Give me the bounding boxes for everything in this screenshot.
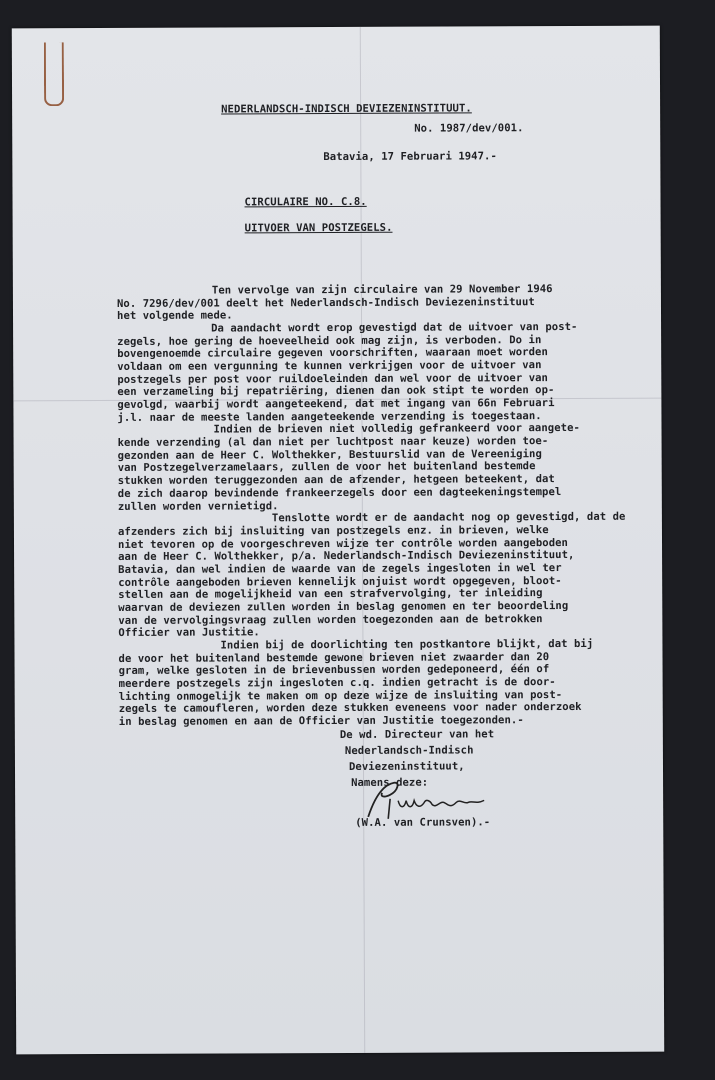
body-line: Officier van Justitie. xyxy=(118,626,260,640)
body-line: Indien bij de doorlichting ten postkantore blijkt, dat bij xyxy=(220,637,594,652)
body-line: zegels te camoufleren, worden deze stukken eveneens voor nader onderzoek xyxy=(118,701,582,716)
body-line: gevolgd, waarbij wordt aangeteekend, dat met ingang van 66n Februari xyxy=(117,397,555,412)
body-line: de voor het buitenland bestemde gewone brieven niet zwaarder dan 20 xyxy=(118,650,550,665)
closing-line-3: Deviezeninstituut, xyxy=(348,760,465,773)
closing-line-1: De wd. Directeur van het xyxy=(339,728,495,741)
body-line: het volgende mede. xyxy=(116,309,233,323)
body-line: Da aandacht wordt erop gevestigd dat de uitvoer van post- xyxy=(211,320,578,335)
body-line: lichting onmogelijk te maken om op deze wijze de insluiting van post- xyxy=(118,688,563,703)
body-line: van Postzegelverzamelaars, zullen de voor het buitenland bestemde xyxy=(117,460,536,475)
body-line: aan de Heer C. Wolthekker, p/a. Nederlandsch-Indisch Deviezeninstituut, xyxy=(118,549,575,564)
body-line: Indien de brieven niet volledig gefrankeerd voor aangete- xyxy=(213,422,580,436)
body-line: een verzameling bij repatriëring, dienen dan ook stipt te worden op- xyxy=(117,384,555,399)
body-line: Ten vervolge van zijn circulaire van 29 November 1946 xyxy=(211,283,553,297)
body-line: in beslag genomen en aan de Officier van Justitie toegezonden.- xyxy=(118,714,524,728)
body-line: gezonden aan de Heer C. Wolthekker, Bestuurslid van de Vereeniging xyxy=(117,447,542,462)
body-line: kende verzending (al dan niet per luchtpost naar keuze) worden toe- xyxy=(117,435,549,450)
circular-subject: UITVOER VAN POSTZEGELS. xyxy=(244,221,393,235)
body-line: stukken worden teruggezonden aan de afzender, hetgeen beteekent, dat xyxy=(117,473,555,488)
body-line: afzenders zich bij insluiting van postzegels enz. in brieven, welke xyxy=(117,523,549,538)
body-line: gram, welke gesloten in de brievenbussen worden gedeponeerd, één of xyxy=(118,663,550,678)
closing-line-2: Nederlandsch-Indisch xyxy=(344,744,474,757)
body-line: Batavia, dan wel indien de waarde van de zegels ingesloten in wel ter xyxy=(118,561,562,576)
circular-number: CIRCULAIRE NO. C.8. xyxy=(244,195,367,209)
body-line: j.l. naar de meeste landen aangeteekende verzending is toegestaan. xyxy=(117,409,542,424)
body-line: voldaan om een vergunning te kunnen verkrijgen voor de uitvoer van xyxy=(117,359,542,374)
body-line: Tenslotte wordt er de aandacht nog op gevestigd, dat de xyxy=(271,510,626,525)
institute-heading: NEDERLANDSCH-INDISCH DEVIEZENINSTITUUT. xyxy=(221,102,472,116)
body-line: zegels, hoe gering de hoeveelheid ook mag zijn, is verboden. Do in xyxy=(117,333,542,348)
body-line: No. 7296/dev/001 deelt het Nederlandsch-Indisch Deviezeninstituut xyxy=(116,295,535,310)
document-page xyxy=(12,26,664,1055)
body-line: niet tevoren op de voorgeschreven wijze ter contrôle worden aangeboden xyxy=(117,536,569,551)
body-line: waarvan de deviezen zullen worden in beslag genomen en ter beoordeling xyxy=(118,599,569,614)
body-line: de zich daarop bevindende frankeerzegels door een dagteekeningstempel xyxy=(117,485,562,500)
body-line: bovengenoemde circulaire gegeven voorschriften, waaraan moet worden xyxy=(117,346,548,361)
body-line: stellen aan de mogelijkheid van een strafvervolging, ter inleiding xyxy=(118,587,543,602)
body-line: zullen worden vernietigd. xyxy=(117,499,279,513)
signatory-name: (W.A. van Crunsven).- xyxy=(355,816,491,829)
body-line: postzegels per post voor ruildoeleinden dan wel voor de uitvoer van xyxy=(117,371,549,386)
place-date: Batavia, 17 Februari 1947.- xyxy=(323,150,497,164)
body-line: meerdere postzegels zijn ingesloten c.q. indien getracht is de door- xyxy=(118,676,556,690)
closing-line-4: Namens deze: xyxy=(351,776,429,789)
body-line: van de vervolgingsvraag zullen worden toegezonden aan de betrokken xyxy=(118,612,543,627)
paperclip-stain xyxy=(44,42,64,106)
reference-number: No. 1987/dev/001. xyxy=(414,122,524,135)
body-line: contrôle aangeboden brieven kennelijk onjuist wordt opgegeven, bloot- xyxy=(118,574,562,589)
